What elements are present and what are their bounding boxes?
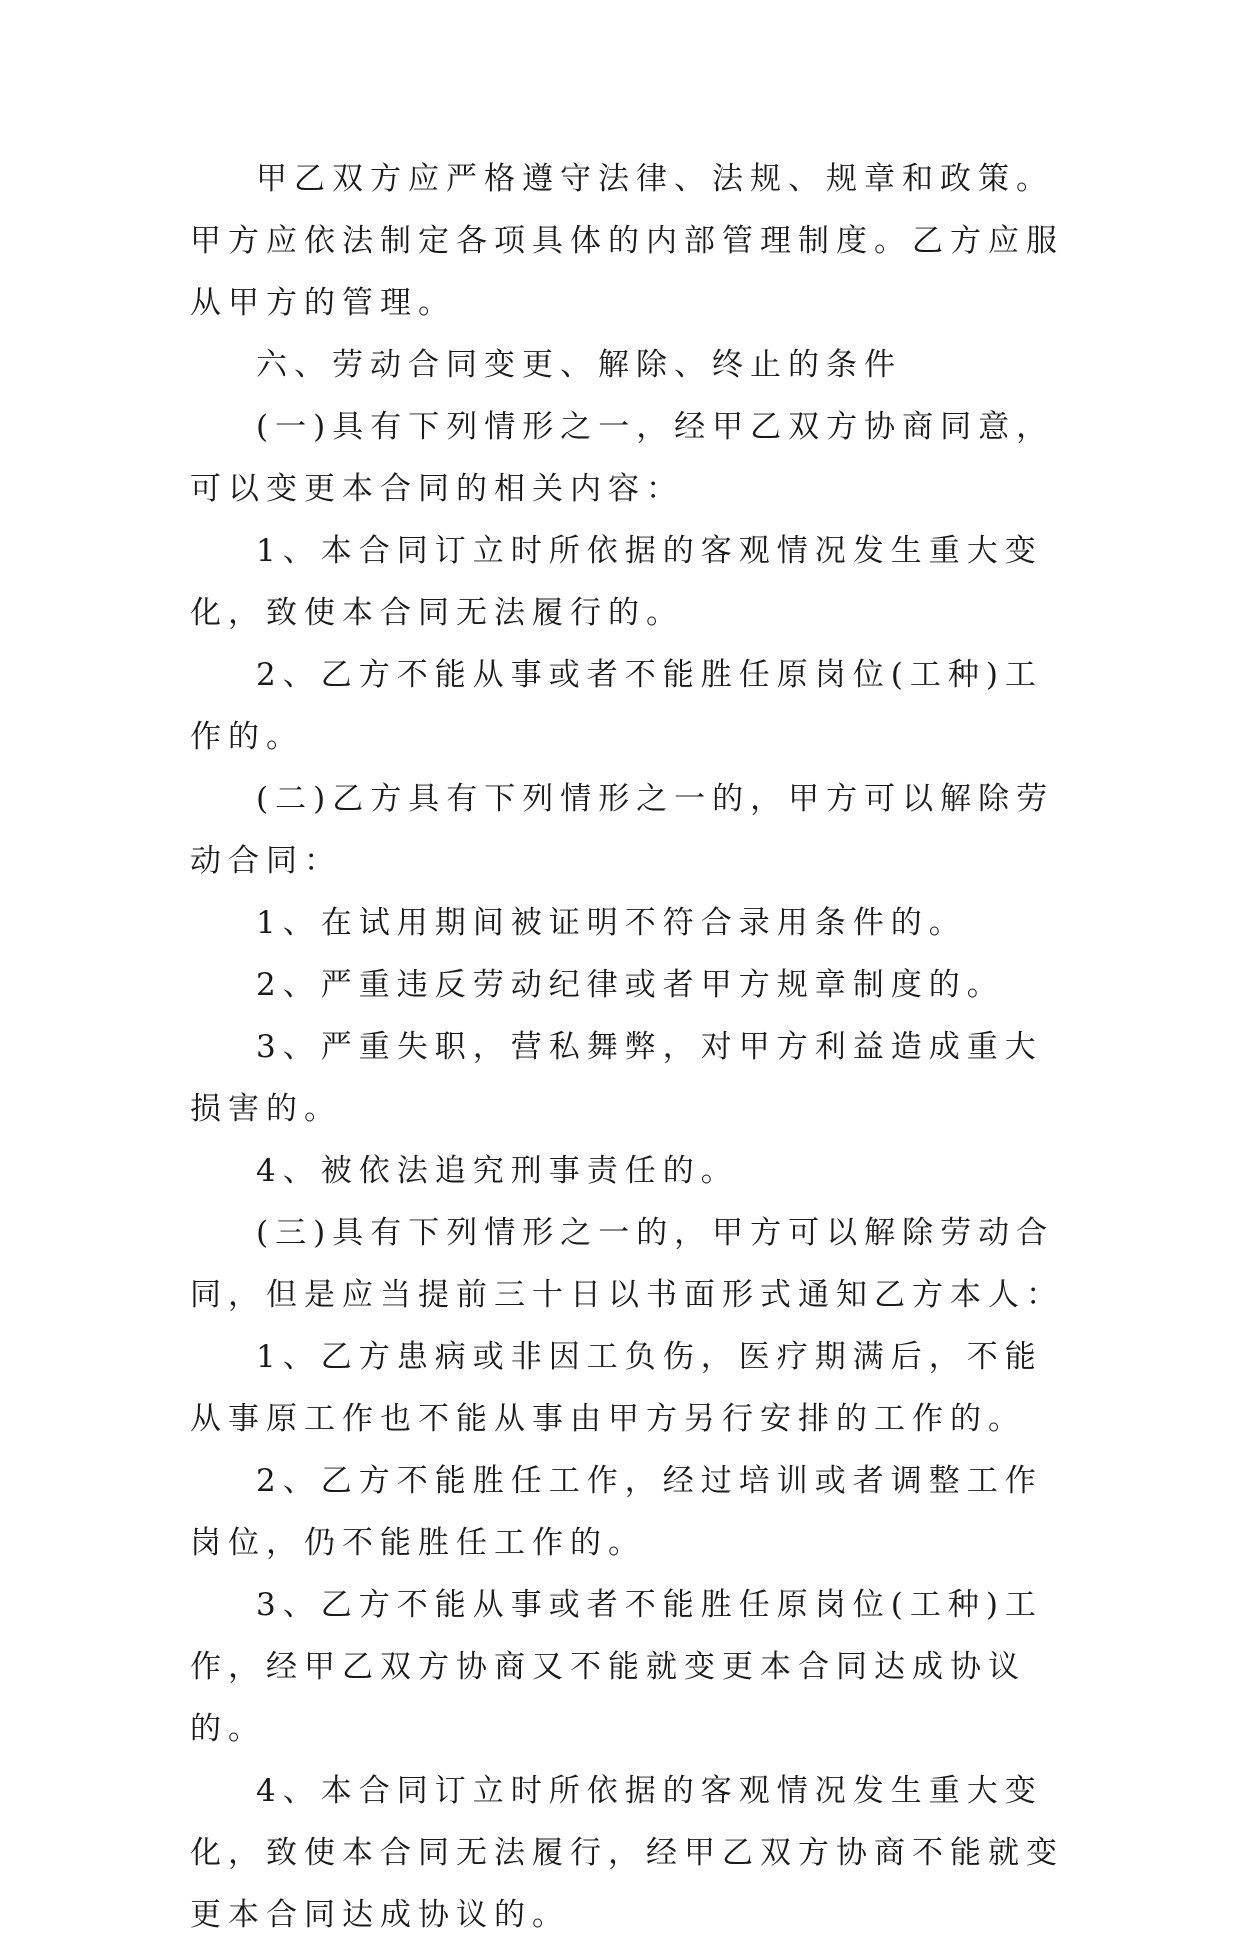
clause-2-item-1: 1、在试用期间被证明不符合录用条件的。 [256, 905, 967, 941]
paragraph-compliance: 甲乙双方应严格遵守法律、法规、规章和政策。甲方应依法制定各项具体的内部管理制度。乙方应服从甲方的管理。 [190, 161, 1064, 321]
clause-2-item-4: 4、被依法追究刑事责任的。 [256, 1153, 739, 1189]
section-heading-contract-change: 六、劳动合同变更、解除、终止的条件 [256, 347, 902, 383]
clause-2-item-3: 3、严重失职，营私舞弊，对甲方利益造成重大损害的。 [190, 1029, 1043, 1127]
clause-1-item-2: 2、乙方不能从事或者不能胜任原岗位(工种)工作的。 [190, 657, 1043, 755]
clause-3-item-4: 4、本合同订立时所依据的客观情况发生重大变化，致使本合同无法履行，经甲乙双方协商不能就变更本合同达成协议的。 [190, 1773, 1064, 1933]
clause-1-heading: (一)具有下列情形之一，经甲乙双方协商同意，可以变更本合同的相关内容： [190, 409, 1055, 507]
clause-1-item-1: 1、本合同订立时所依据的客观情况发生重大变化，致使本合同无法履行的。 [190, 533, 1043, 631]
clause-3-heading: (三)具有下列情形之一的，甲方可以解除劳动合同，但是应当提前三十日以书面形式通知乙方本人： [190, 1215, 1064, 1313]
clause-3-item-3: 3、乙方不能从事或者不能胜任原岗位(工种)工作，经甲乙双方协商又不能就变更本合同达成协议的。 [190, 1587, 1043, 1747]
clause-2-heading: (二)乙方具有下列情形之一的，甲方可以解除劳动合同： [190, 781, 1055, 879]
clause-2-item-2: 2、严重违反劳动纪律或者甲方规章制度的。 [256, 967, 1005, 1003]
clause-3-item-2: 2、乙方不能胜任工作，经过培训或者调整工作岗位，仍不能胜任工作的。 [190, 1463, 1043, 1561]
clause-3-item-1: 1、乙方患病或非因工负伤，医疗期满后，不能从事原工作也不能从事由甲方另行安排的工作的。 [190, 1339, 1043, 1437]
document-body [190, 148, 1070, 1946]
